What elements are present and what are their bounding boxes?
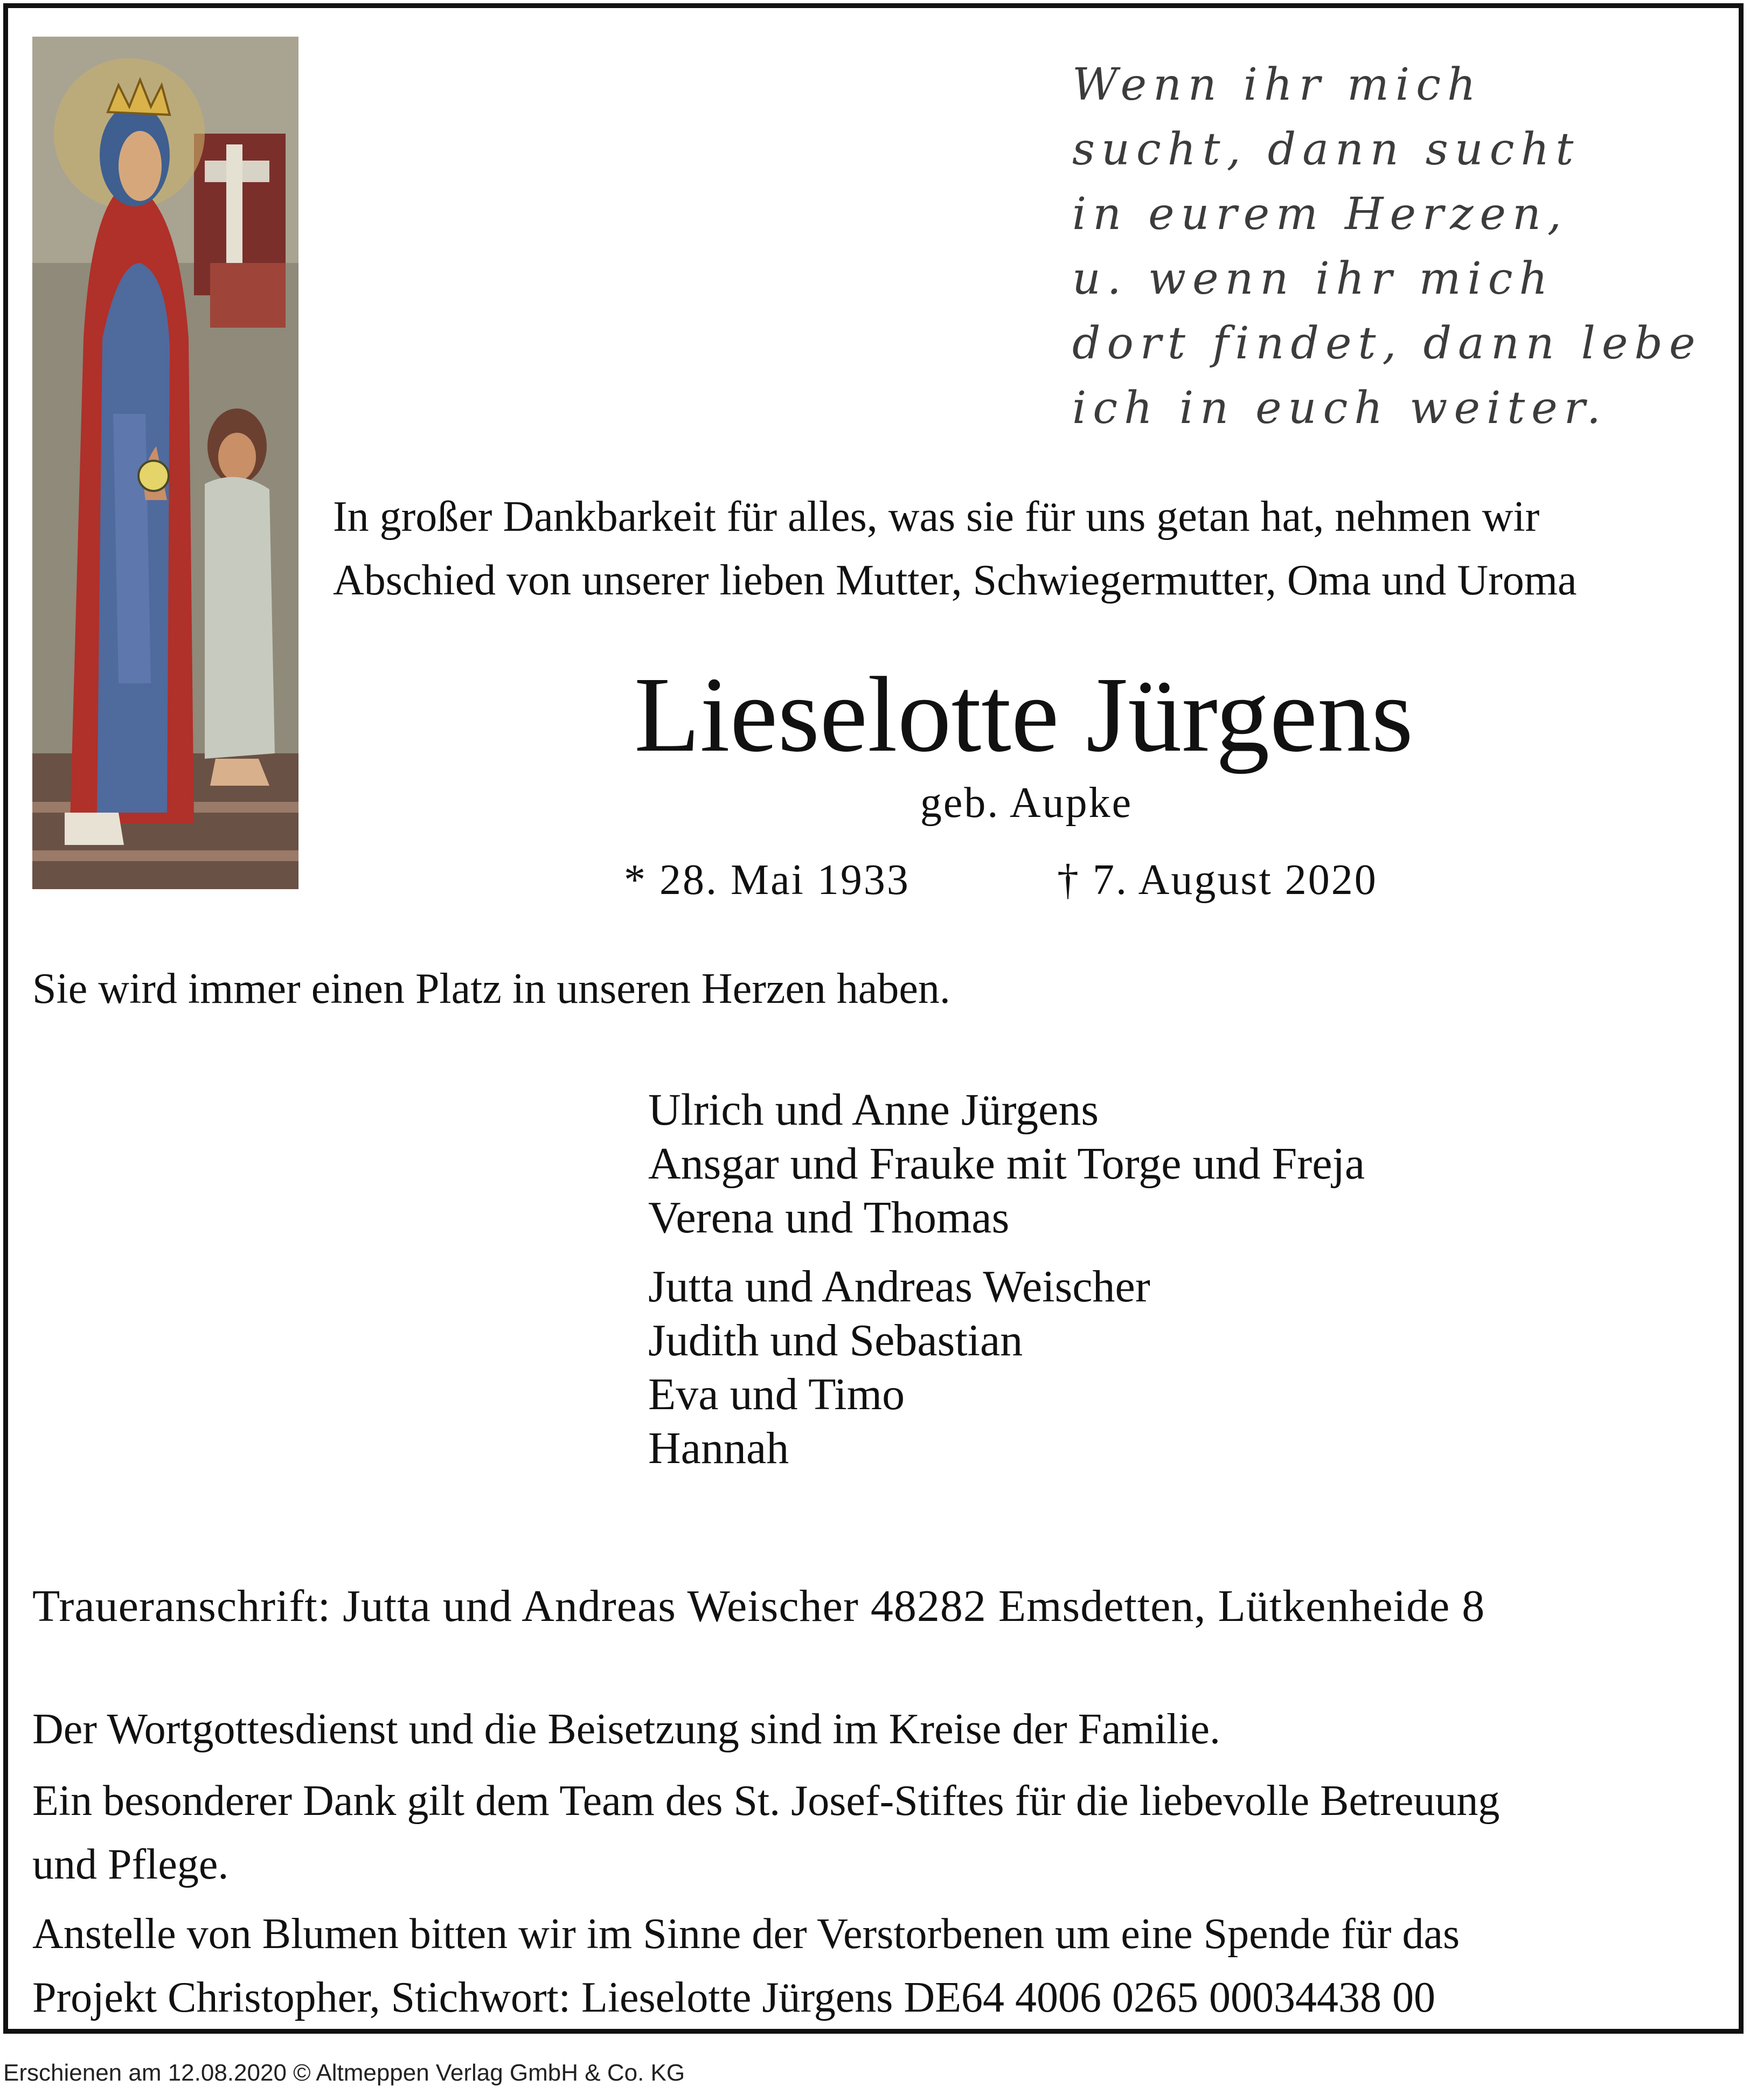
handwritten-line: in eurem Herzen,	[1072, 189, 1568, 240]
maiden-name: geb. Aupke	[920, 779, 1133, 827]
birth-date: * 28. Mai 1933	[624, 856, 910, 904]
mourner-line: Ulrich und Anne Jürgens	[648, 1085, 1099, 1135]
intro-text	[333, 485, 1577, 612]
handwritten-line: sucht, dann sucht	[1072, 124, 1580, 175]
intro-line: In großer Dankbarkeit für alles, was sie für uns getan hat, nehmen wir	[333, 493, 1540, 540]
intro-line: Abschied von unserer lieben Mutter, Schwiegermutter, Oma und Uroma	[333, 557, 1577, 604]
mourner-line: Ansgar und Frauke mit Torge und Freja	[648, 1139, 1365, 1189]
service-notice: Der Wortgottesdienst und die Beisetzung sind im Kreise der Familie.	[32, 1706, 1220, 1753]
donation-line: Anstelle von Blumen bitten wir im Sinne der Verstorbenen um eine Spende für das	[32, 1910, 1460, 1958]
thanks-notice	[32, 1769, 1499, 1896]
handwritten-line: u. wenn ihr mich	[1072, 253, 1554, 304]
donation-notice	[32, 1902, 1460, 2029]
mourner-line: Verena und Thomas	[648, 1193, 1010, 1243]
thanks-line: und Pflege.	[32, 1841, 229, 1888]
mourners-group-1	[648, 1083, 1365, 1245]
handwritten-line: ich in euch weiter.	[1072, 383, 1607, 434]
mourning-address: Traueranschrift: Jutta und Andreas Weischer 48282 Emsdetten, Lütkenheide 8	[32, 1581, 1485, 1631]
mourners-group-2	[648, 1260, 1150, 1475]
donation-line: Projekt Christopher, Stichwort: Lieselotte Jürgens DE64 4006 0265 00034438 00	[32, 1974, 1435, 2021]
publication-credit: Erschienen am 12.08.2020 © Altmeppen Verlag GmbH & Co. KG	[3, 2060, 685, 2086]
thanks-line: Ein besonderer Dank gilt dem Team des St. Josef-Stiftes für die liebevolle Betreuung	[32, 1777, 1500, 1825]
mourner-line: Hannah	[648, 1423, 789, 1473]
mourner-line: Jutta und Andreas Weischer	[648, 1262, 1150, 1312]
mourner-line: Eva und Timo	[648, 1369, 905, 1419]
mourner-line: Judith und Sebastian	[648, 1315, 1023, 1366]
tagline: Sie wird immer einen Platz in unseren Herzen haben.	[32, 965, 950, 1013]
death-date: † 7. August 2020	[1057, 856, 1378, 904]
handwritten-line: dort findet, dann lebe	[1072, 318, 1702, 369]
handwritten-verse	[1072, 59, 1735, 447]
handwritten-line: Wenn ihr mich	[1072, 59, 1482, 110]
deceased-name: Lieselotte Jürgens	[634, 655, 1413, 774]
